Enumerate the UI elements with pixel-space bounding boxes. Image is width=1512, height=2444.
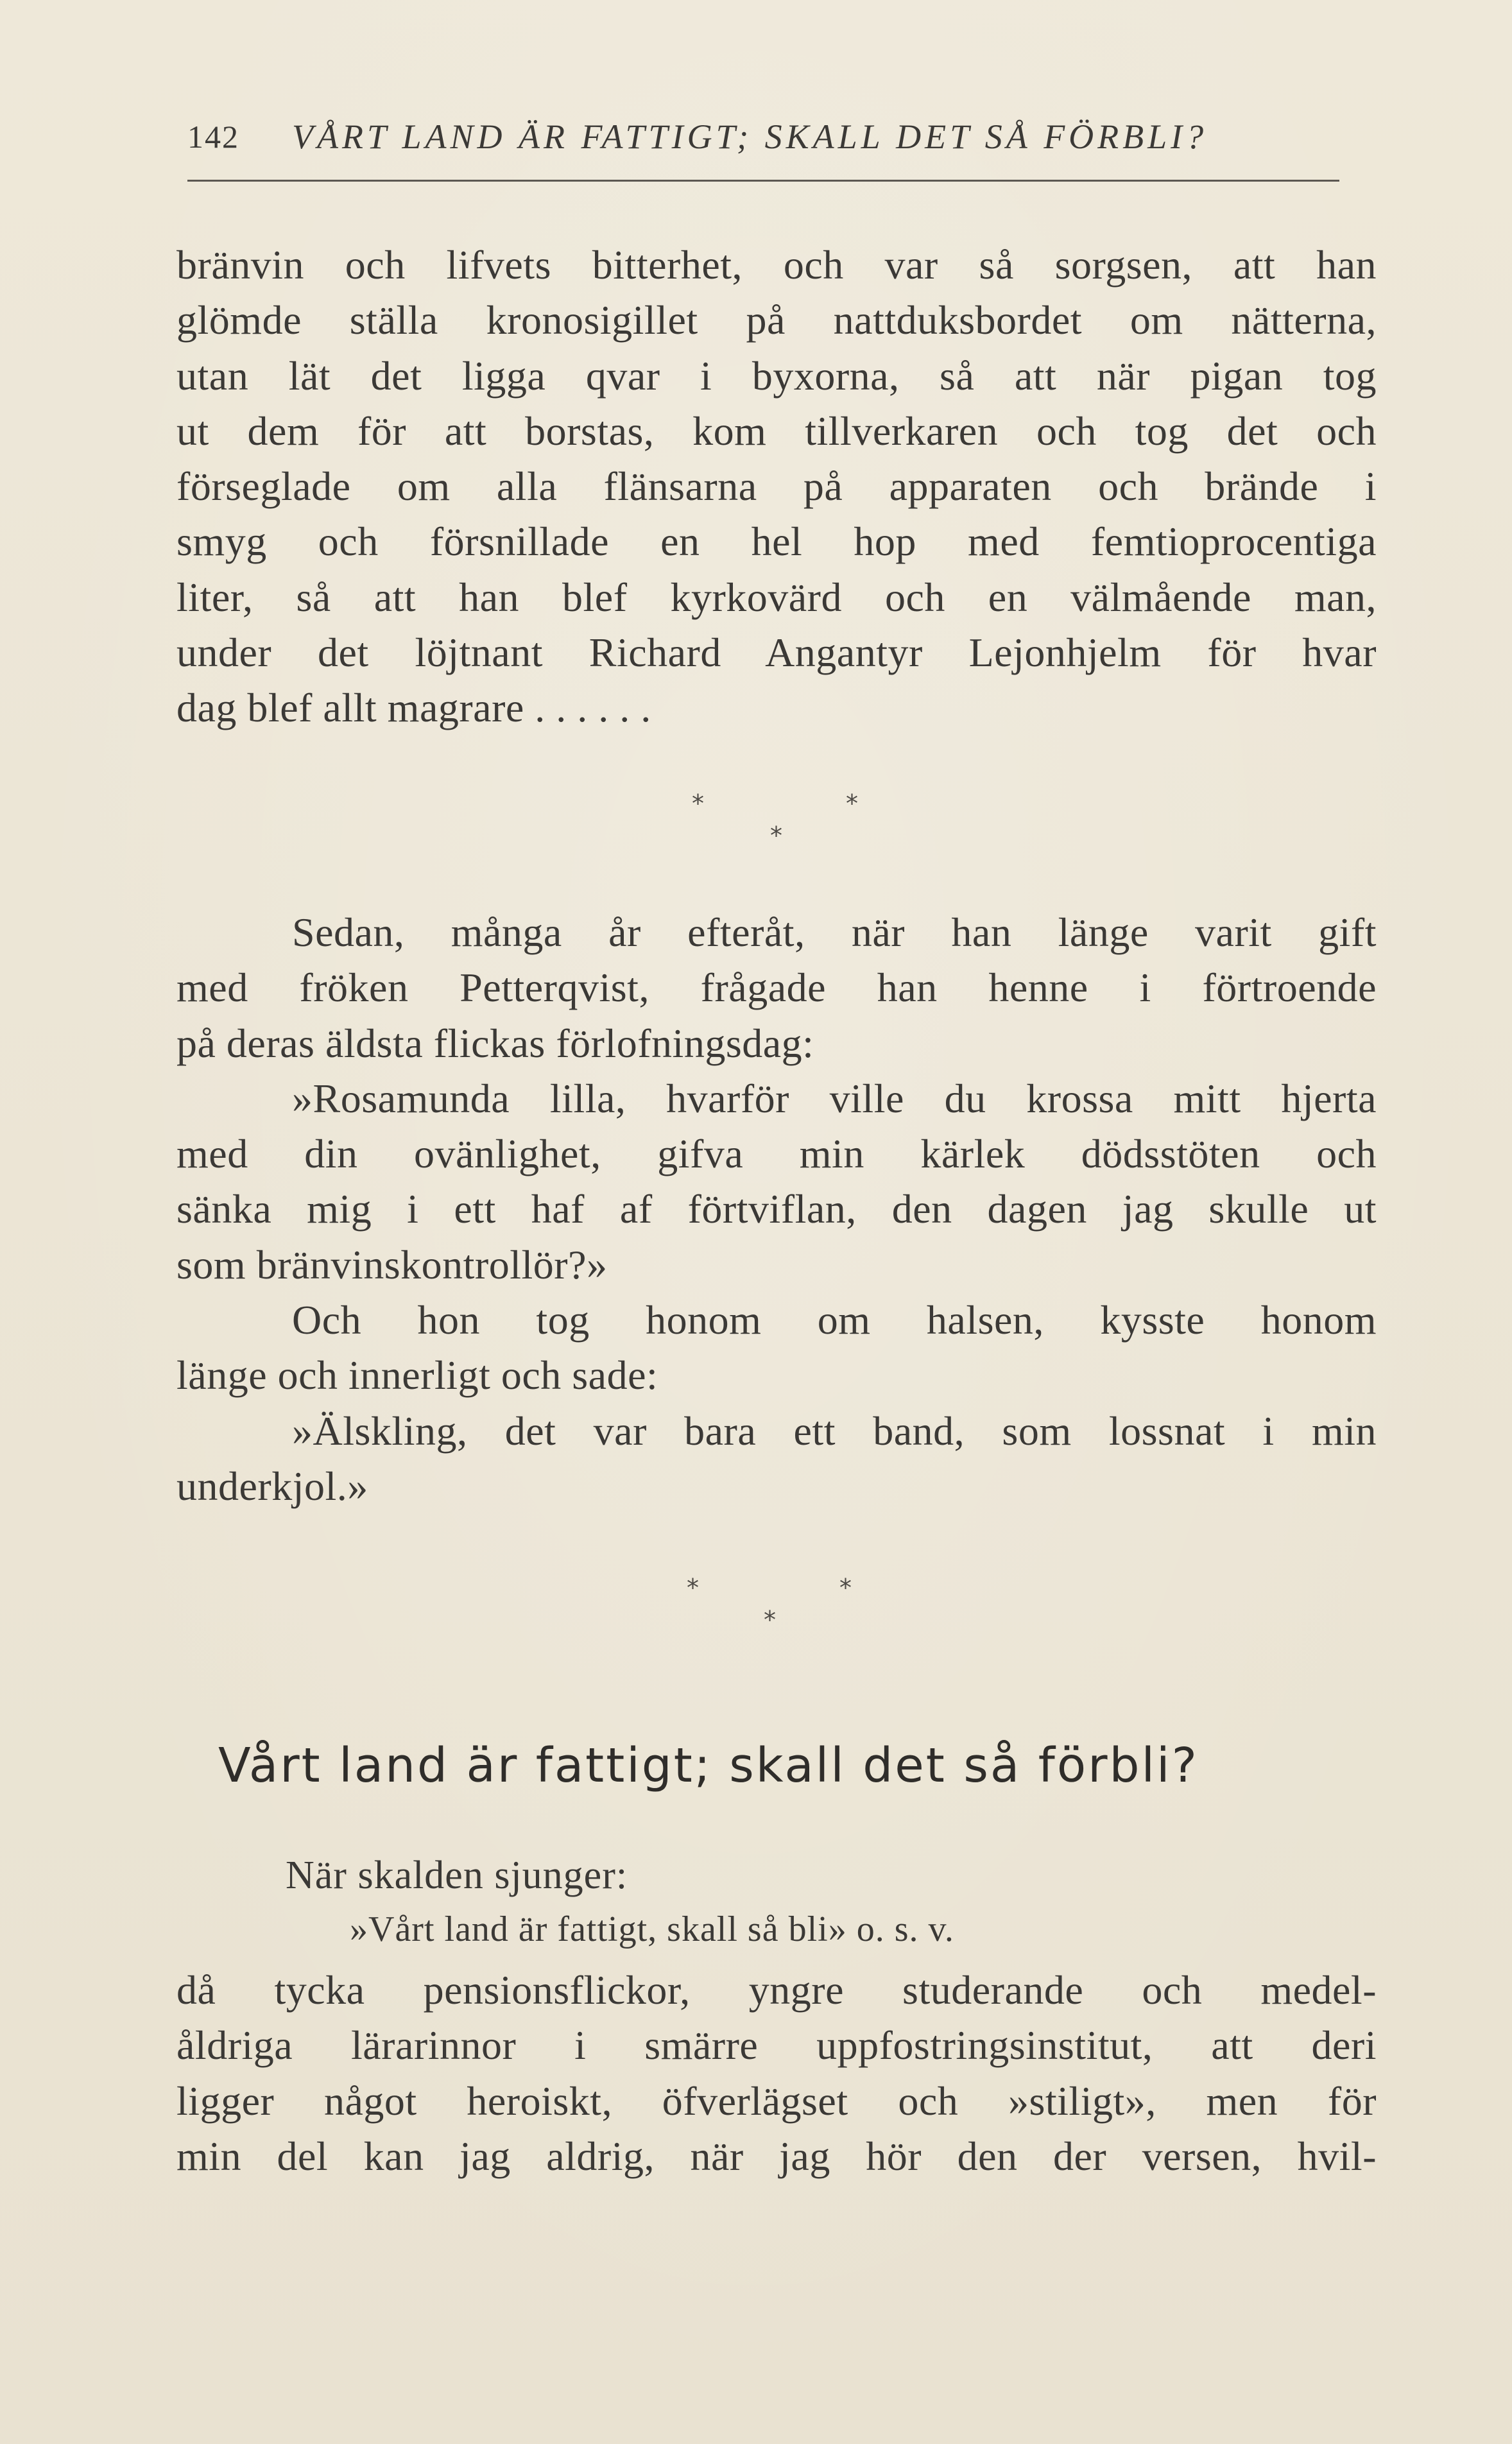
- intro-line: När skalden sjunger:: [286, 1854, 628, 1897]
- text-line: »Rosamunda lilla, hvarför ville du krossa mitt hjerta: [292, 1075, 1377, 1121]
- text-line: med din ovänlighet, gifva min kärlek dödsstöten och: [176, 1131, 1377, 1177]
- text-line: ut dem för att borstas, kom tillverkaren och tog det och: [176, 408, 1377, 454]
- chapter-paragraph: [176, 1963, 1377, 2184]
- text-line: åldriga lärarinnor i smärre uppfostringsinstitut, att deri: [176, 2022, 1377, 2069]
- text-line: ligger något heroiskt, öfverlägset och »stiligt», men för: [176, 2078, 1377, 2124]
- text-line: underkjol.»: [176, 1463, 368, 1509]
- page-number: 142: [187, 119, 239, 155]
- text-line: förseglade om alla flänsarna på apparaten och brände i: [176, 463, 1377, 510]
- paragraph-continuation: [176, 237, 1377, 736]
- chapter-heading: Vårt land är fattigt; skall det så förbli?: [218, 1738, 1199, 1793]
- running-title: VÅRT LAND ÄR FATTIGT; SKALL DET SÅ FÖRBLI?: [292, 117, 1208, 156]
- asterism-star: *: [846, 789, 858, 818]
- chapter-intro: [176, 1848, 1377, 1956]
- text-line: under det löjtnant Richard Angantyr Lejonhjelm för hvar: [176, 630, 1377, 676]
- asterism-star: *: [770, 822, 782, 850]
- text-line: smyg och försnillade en hel hop med femtioprocentiga: [176, 519, 1377, 565]
- text-line: bränvin och lifvets bitterhet, och var så sorgsen, att han: [176, 242, 1377, 288]
- asterism-star: *: [692, 789, 704, 818]
- asterism-star: *: [687, 1574, 699, 1602]
- asterism-star: *: [764, 1606, 776, 1634]
- text-line: Sedan, många år efteråt, när han länge varit gift: [292, 909, 1377, 955]
- text-line: som bränvinskontrollör?»: [176, 1241, 608, 1287]
- text-line: Och hon tog honom om halsen, kysste honom: [292, 1297, 1377, 1343]
- text-line: länge och innerligt och sade:: [176, 1352, 658, 1398]
- text-line: glömde ställa kronosigillet på nattduksbordet om nätterna,: [176, 297, 1377, 343]
- text-line: på deras äldsta flickas förlofningsdag:: [176, 1020, 814, 1066]
- running-head: [187, 114, 1343, 159]
- header-rule: [187, 180, 1339, 182]
- text-line: då tycka pensionsflickor, yngre studerande och medel-: [176, 1967, 1377, 2013]
- asterism-star: *: [839, 1574, 852, 1602]
- text-line: liter, så att han blef kyrkovärd och en välmående man,: [176, 574, 1377, 620]
- text-line: »Älskling, det var bara ett band, som lossnat i min: [292, 1407, 1377, 1454]
- text-line: dag blef allt magrare . . . . . .: [176, 685, 651, 731]
- text-line: sänka mig i ett haf af förtviflan, den dagen jag skulle ut: [176, 1186, 1377, 1232]
- text-line: med fröken Petterqvist, frågade han henne i förtroende: [176, 965, 1377, 1011]
- text-line: utan lät det ligga qvar i byxorna, så att när pigan tog: [176, 352, 1377, 399]
- quoted-verse: »Vårt land är fattigt, skall så bli» o. s. v.: [350, 1909, 954, 1949]
- text-line: min del kan jag aldrig, när jag hör den der versen, hvil-: [176, 2133, 1377, 2179]
- paragraph-anecdote: [176, 905, 1377, 1514]
